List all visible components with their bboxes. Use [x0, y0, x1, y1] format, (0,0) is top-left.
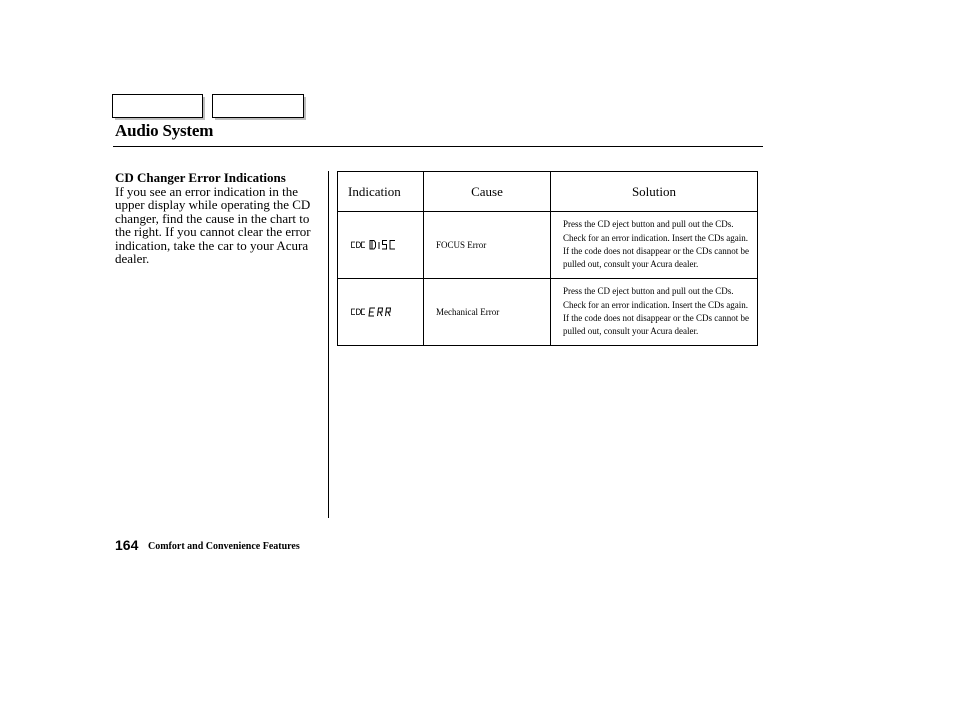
header-cause: Cause	[424, 172, 551, 212]
left-column	[115, 171, 323, 266]
section-body-text: If you see an error indication in the upper display while operating the CD changer, find the cause in the chart to the right. If you cannot clear the error indication, take the car to your Acura dealer.	[115, 183, 311, 266]
title-rule	[113, 146, 763, 147]
header-solution: Solution	[551, 172, 758, 212]
table-row	[338, 212, 758, 279]
error-indication-table	[337, 171, 758, 346]
footer-section-label: Comfort and Convenience Features	[148, 541, 300, 552]
cause-cell: FOCUS Error	[424, 212, 551, 279]
solution-cell: Press the CD eject button and pull out the CDs. Check for an error indication. Insert the CDs again. If the code does not disappear or the CDs cannot be pulled out, consult your Acura dealer.	[551, 279, 758, 346]
table-header-row	[338, 172, 758, 212]
cdc-err-lcd-icon	[350, 306, 400, 318]
page-number: 164	[115, 537, 139, 553]
indication-cell	[338, 212, 424, 279]
header-tab-box-left	[112, 94, 203, 118]
cause-cell: Mechanical Error	[424, 279, 551, 346]
page-title: Audio System	[115, 121, 214, 140]
column-divider	[328, 171, 329, 518]
header-tab-box-right	[212, 94, 304, 118]
header-indication: Indication	[338, 172, 424, 212]
table-row	[338, 279, 758, 346]
section-heading: CD Changer Error Indications	[115, 170, 286, 185]
solution-cell: Press the CD eject button and pull out the CDs. Check for an error indication. Insert the CDs again. If the code does not disappear or the CDs cannot be pulled out, consult your Acura dealer.	[551, 212, 758, 279]
cdc-disc-lcd-icon	[350, 239, 400, 251]
indication-cell	[338, 279, 424, 346]
